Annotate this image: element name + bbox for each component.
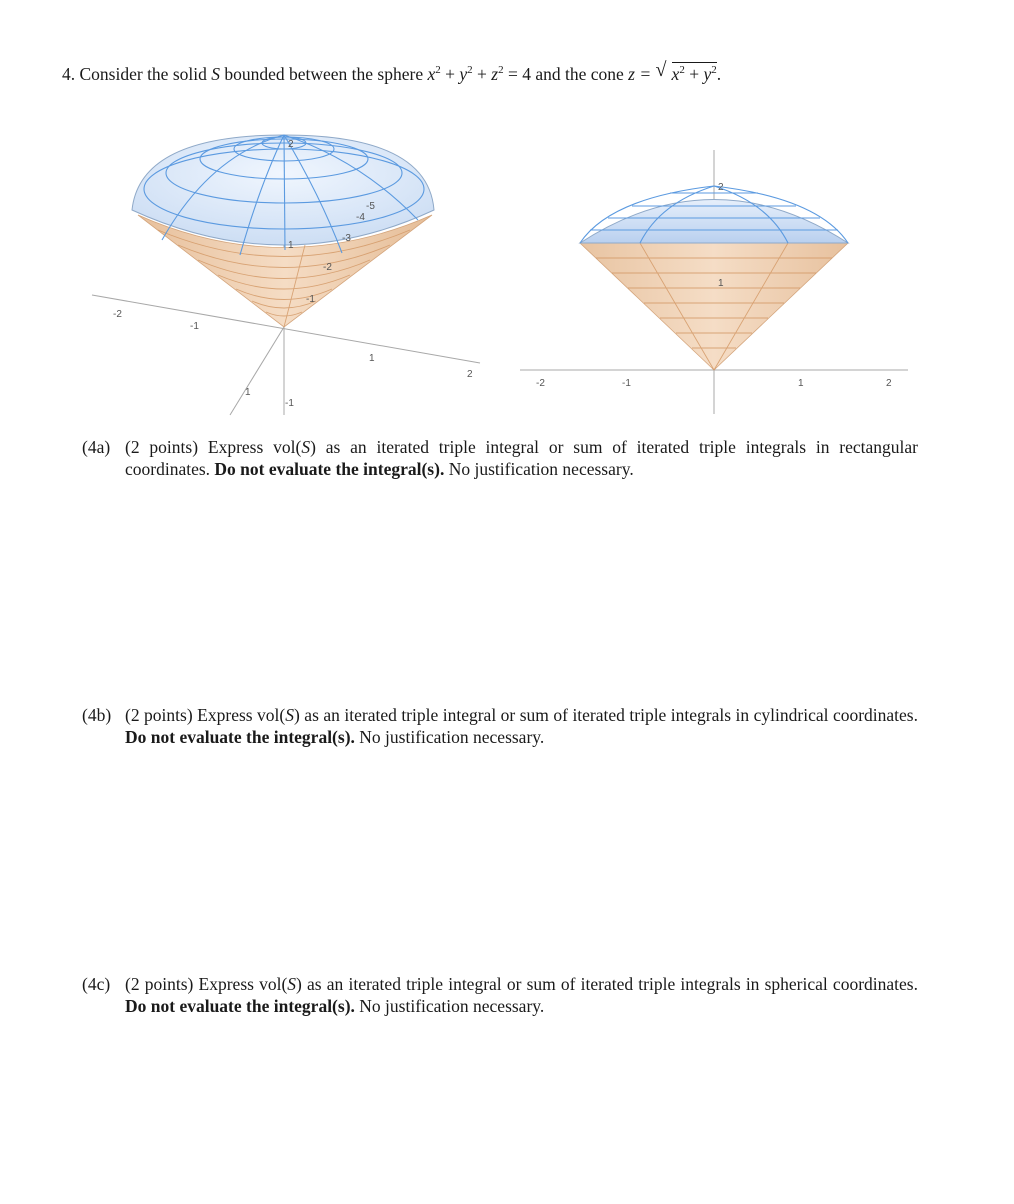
svg-text:-3: -3: [342, 233, 351, 244]
part-text: (2 points) Express vol(S) as an iterated triple integral or sum of iterated triple integrals in cylindrical coordinates. Do not evaluate the integral(s). No justification necessary.: [125, 705, 918, 747]
part-text: (2 points) Express vol(S) as an iterated triple integral or sum of iterated triple integrals in spherical coordinates. Do not evaluate the integral(s). No justification necessary.: [125, 974, 918, 1016]
part-4b: [82, 704, 918, 748]
part-label: (4b): [82, 705, 112, 725]
figure-left-perspective: [80, 115, 500, 420]
svg-text:-1: -1: [190, 321, 199, 332]
part-label: (4a): [82, 437, 111, 457]
svg-text:1: 1: [288, 240, 294, 251]
svg-text:2: 2: [886, 378, 892, 389]
problem-intro: Consider the solid: [79, 64, 207, 84]
svg-text:-1: -1: [285, 398, 294, 409]
cone-equation: z = √ $x^2 + y^2$: [628, 59, 717, 84]
part-4c: [82, 973, 918, 1017]
svg-text:-5: -5: [366, 201, 375, 212]
solid-symbol: S: [211, 64, 220, 84]
figure-right-sideview: [520, 148, 910, 416]
part-text: (2 points) Express vol(S) as an iterated triple integral or sum of iterated triple integrals in rectangular coordinates. Do not evaluate the integral(s). No justification necessary.: [125, 437, 918, 479]
part-label: (4c): [82, 974, 111, 994]
svg-text:1: 1: [718, 278, 724, 289]
svg-text:-1: -1: [306, 294, 315, 305]
svg-text:2: 2: [467, 369, 473, 380]
svg-text:-2: -2: [536, 378, 545, 389]
svg-text:1: 1: [798, 378, 804, 389]
svg-text:1: 1: [245, 387, 251, 398]
problem-bounded: bounded between the sphere: [224, 64, 424, 84]
problem-statement: 4. Consider the solid S bounded between the sphere $x^2 + y^2 + z^2 = 4$ and the cone z = √ $x^2 + y^2$.: [62, 59, 722, 84]
problem-number: 4.: [62, 64, 76, 84]
part-4a: [82, 436, 918, 480]
svg-text:-4: -4: [356, 212, 365, 223]
problem-and-cone: and the cone: [535, 64, 624, 84]
svg-text:-2: -2: [323, 262, 332, 273]
svg-text:2: 2: [718, 182, 724, 193]
right-cone-surface: [580, 243, 848, 370]
sphere-equation: $x^2 + y^2 + z^2 = 4$: [427, 64, 531, 84]
svg-text:1: 1: [369, 353, 375, 364]
svg-text:-1: -1: [622, 378, 631, 389]
svg-text:-2: -2: [113, 309, 122, 320]
svg-text:2: 2: [288, 139, 294, 150]
